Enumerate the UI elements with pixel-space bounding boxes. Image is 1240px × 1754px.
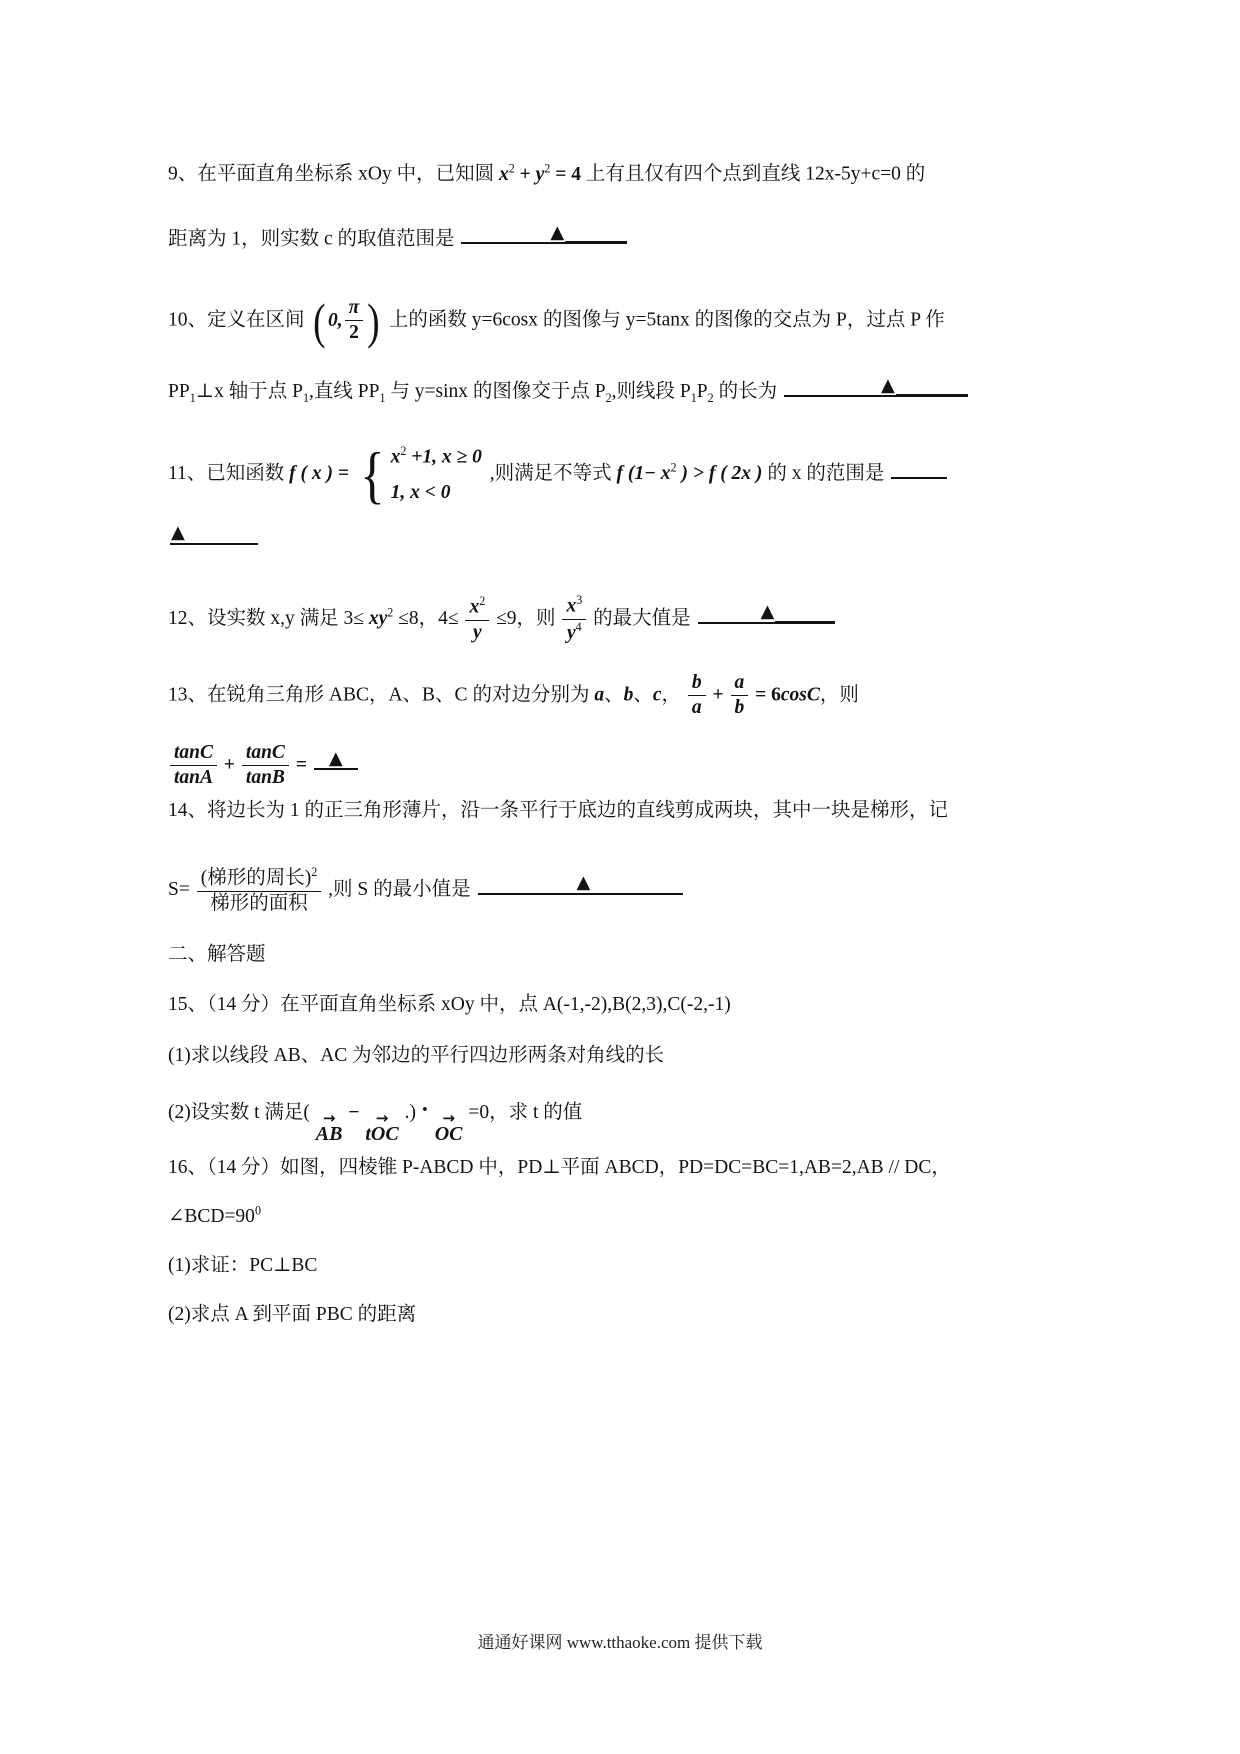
page-footer (0, 1628, 1240, 1653)
blank-line (344, 748, 358, 770)
fraction-denominator: b (734, 697, 745, 719)
q15-part2-text-c: =0，求 t 的值 (468, 1102, 583, 1123)
tanC-over-tanB-fraction (240, 742, 291, 790)
right-paren: ) (367, 292, 380, 349)
q12-text-a: 12、设实数 x,y 满足 3≤ (168, 607, 364, 629)
q16-angle-bcd: $\angle BCD=90^0$ (168, 1203, 261, 1227)
q11-text-b: ,则满足不等式 (489, 463, 612, 485)
equals-sign: = (295, 754, 307, 776)
blank-line (775, 600, 835, 623)
answer-blank (314, 748, 358, 770)
q12-xy2: $xy^2$ (368, 605, 394, 629)
fraction-numerator: tanC (170, 742, 217, 766)
fraction-denominator: tanB (245, 767, 285, 789)
fraction-numerator (197, 866, 322, 892)
vector-AB (315, 1109, 343, 1145)
q9-circle-equation: $x^2 + y^2 = 4$ (498, 161, 586, 185)
blank-line (698, 601, 760, 623)
answer-blank (478, 873, 684, 895)
minus-sign: − (348, 1102, 360, 1123)
tanC-over-tanA-fraction (168, 742, 219, 790)
blank-line (186, 522, 258, 544)
q12-text-c: ≤9，则 (496, 607, 556, 629)
brace: { (359, 438, 385, 510)
answer-blank (891, 457, 947, 479)
vector-OC (434, 1109, 463, 1145)
q11-fx: f ( x ) = (289, 463, 349, 485)
plus-sign: + (712, 684, 724, 706)
q15-text-a: 15、（14 分）在平面直角坐标系 xOy 中，点 A(-1,-2),B(2,3),C(-2,-1) (168, 994, 731, 1015)
section-2-label: 二、解答题 (168, 944, 266, 965)
answer-blank (461, 221, 627, 244)
question-12 (168, 594, 1093, 645)
square-exponent: 2 (311, 865, 318, 879)
q10-text-c: $PP_1\perp x$ 轴于点 $P_1$,直线 $PP_1$ 与 y=sinx 的图像交于点 $P_2$,则线段 $P_1P_2$ 的长为 (168, 381, 778, 406)
fraction-numerator: tanC (242, 742, 289, 766)
fraction-denominator: y (473, 621, 482, 643)
vector-base: OC (434, 1123, 463, 1145)
q15-part2-text-a: (2)设实数 t 满足( (168, 1102, 310, 1123)
question-10-line-1 (168, 292, 1093, 349)
triangle-mark: ▲ (171, 522, 185, 543)
footer-text: 通通好课网 www.tthaoke.com 提供下载 (477, 1633, 763, 1652)
q14-text-a: 14、将边长为 1 的正三角形薄片，沿一条平行于底边的直线剪成两块，其中一块是梯形，记 (168, 800, 949, 821)
q11-text-a: 11、已知函数 (168, 463, 285, 485)
fraction-denominator: a (691, 697, 702, 719)
q10-text-a: 10、定义在区间 (168, 309, 305, 331)
vector-arrow-icon: → (442, 1109, 455, 1127)
q9-text-b: 上有且仅有四个点到直线 12x-5y+c=0 的 (585, 163, 926, 185)
q13-sides: a、b、c， (594, 684, 682, 706)
q15-part1-text: (1)求以线段 AB、AC 为邻边的平行四边形两条对角线的长 (168, 1045, 665, 1066)
vector-tOC (365, 1109, 399, 1145)
triangle-mark: ▲ (550, 221, 565, 243)
question-15-part-2 (168, 1094, 1093, 1144)
question-11-line-1 (168, 438, 1093, 510)
x2-over-y-fraction (463, 595, 491, 644)
q16-part2-text: (2)求点 A 到平面 PBC 的距离 (168, 1304, 417, 1325)
q9-text-a: 9、在平面直角坐标系 xOy 中，已知圆 (168, 163, 495, 185)
answer-blank (784, 374, 968, 397)
triangle-mark: ▲ (880, 374, 895, 396)
fraction-numerator: π (345, 297, 364, 321)
plus-sign: + (223, 754, 236, 776)
q14-s-equals: S= (168, 879, 190, 901)
q11-text-c: 的 x 的范围是 (767, 463, 885, 485)
blank-line (896, 374, 968, 397)
q16-text-a: 16、（14 分）如图，四棱锥 P-ABCD 中，PD⊥平面 ABCD，PD=DC=BC=1,AB=2,AB // DC， (168, 1157, 951, 1178)
blank-line (461, 222, 549, 244)
q12-text-d: 的最大值是 (593, 607, 691, 629)
answer-blank (698, 600, 836, 623)
triangle-mark: ▲ (576, 872, 591, 894)
piecewise-row-1: $x^2 +1$, x ≥ 0 (390, 444, 482, 468)
section-2-title (168, 941, 1093, 968)
q12-text-b: ≤8，4≤ (398, 607, 459, 629)
q9-text-c: 距离为 1，则实数 c 的取值范围是 (168, 228, 455, 250)
perimeter-text: (梯形的周长) (200, 867, 312, 889)
question-13-line-1 (168, 672, 1093, 720)
fraction-numerator: a (731, 672, 749, 696)
left-paren: ( (313, 292, 326, 349)
question-10-line-2 (168, 374, 1093, 407)
piecewise-rows (391, 443, 482, 506)
fraction-denominator: $y^4$ (566, 619, 582, 644)
fraction-numerator: b (688, 672, 706, 696)
question-16-part-1 (168, 1252, 1093, 1279)
triangle-mark: ▲ (328, 747, 343, 769)
vector-base: tOC (365, 1123, 399, 1145)
dot-operator: · (420, 1097, 429, 1123)
question-16-line-1 (168, 1154, 1093, 1181)
interval-zero: 0, (328, 310, 343, 332)
blank-line (784, 375, 880, 397)
answer-blank (170, 522, 258, 544)
triangle-mark: ▲ (760, 601, 775, 622)
pi-over-2-fraction (343, 297, 366, 345)
q14-text-b: ,则 S 的最小值是 (328, 879, 471, 901)
q11-inequality: f ($1- x^2$ ) > f ( 2x ) (616, 460, 763, 485)
question-11-line-2 (168, 519, 1093, 546)
piecewise-function (357, 438, 482, 510)
q13-text-a: 13、在锐角三角形 ABC，A、B、C 的对边分别为 (168, 684, 590, 706)
blank-line (314, 748, 328, 770)
blank-line (565, 221, 627, 244)
question-9-line-2 (168, 221, 1093, 253)
piecewise-row-2: 1, x < 0 (390, 481, 451, 503)
q15-part2-text-b: .) (404, 1102, 416, 1123)
question-15-part-1 (168, 1042, 1093, 1069)
blank-line (478, 873, 576, 895)
blank-line (591, 873, 683, 895)
fraction-denominator: tanA (174, 767, 214, 789)
q13-equals-6cosC: = 6cosC，则 (755, 684, 859, 706)
vector-arrow-icon: → (322, 1109, 336, 1127)
vector-arrow-icon: → (375, 1109, 389, 1127)
question-16-line-2 (168, 1202, 1093, 1230)
blank-line (891, 457, 947, 479)
question-15-line-1 (168, 991, 1093, 1018)
q16-part1-text: (1)求证：PC⊥BC (168, 1255, 318, 1276)
x3-over-y4-fraction (560, 594, 588, 645)
question-16-part-2 (168, 1301, 1093, 1328)
question-13-line-2 (168, 742, 1093, 790)
b-over-a-fraction (686, 672, 708, 720)
a-over-b-fraction (729, 672, 751, 720)
interval-notation (311, 292, 382, 349)
question-14-line-2 (168, 866, 1093, 915)
fraction-numerator: $x^3$ (562, 594, 586, 620)
fraction-denominator: 梯形的面积 (210, 892, 308, 914)
fraction-denominator: 2 (349, 322, 359, 344)
q10-text-b: 上的函数 y=6cosx 的图像与 y=5tanx 的图像的交点为 P，过点 P 作 (388, 309, 945, 331)
vector-base: AB (315, 1123, 343, 1145)
question-9-line-1 (168, 160, 1093, 188)
perimeter-over-area-fraction (195, 866, 324, 915)
fraction-numerator: $x^2$ (465, 595, 489, 621)
question-14-line-1 (168, 797, 1093, 824)
